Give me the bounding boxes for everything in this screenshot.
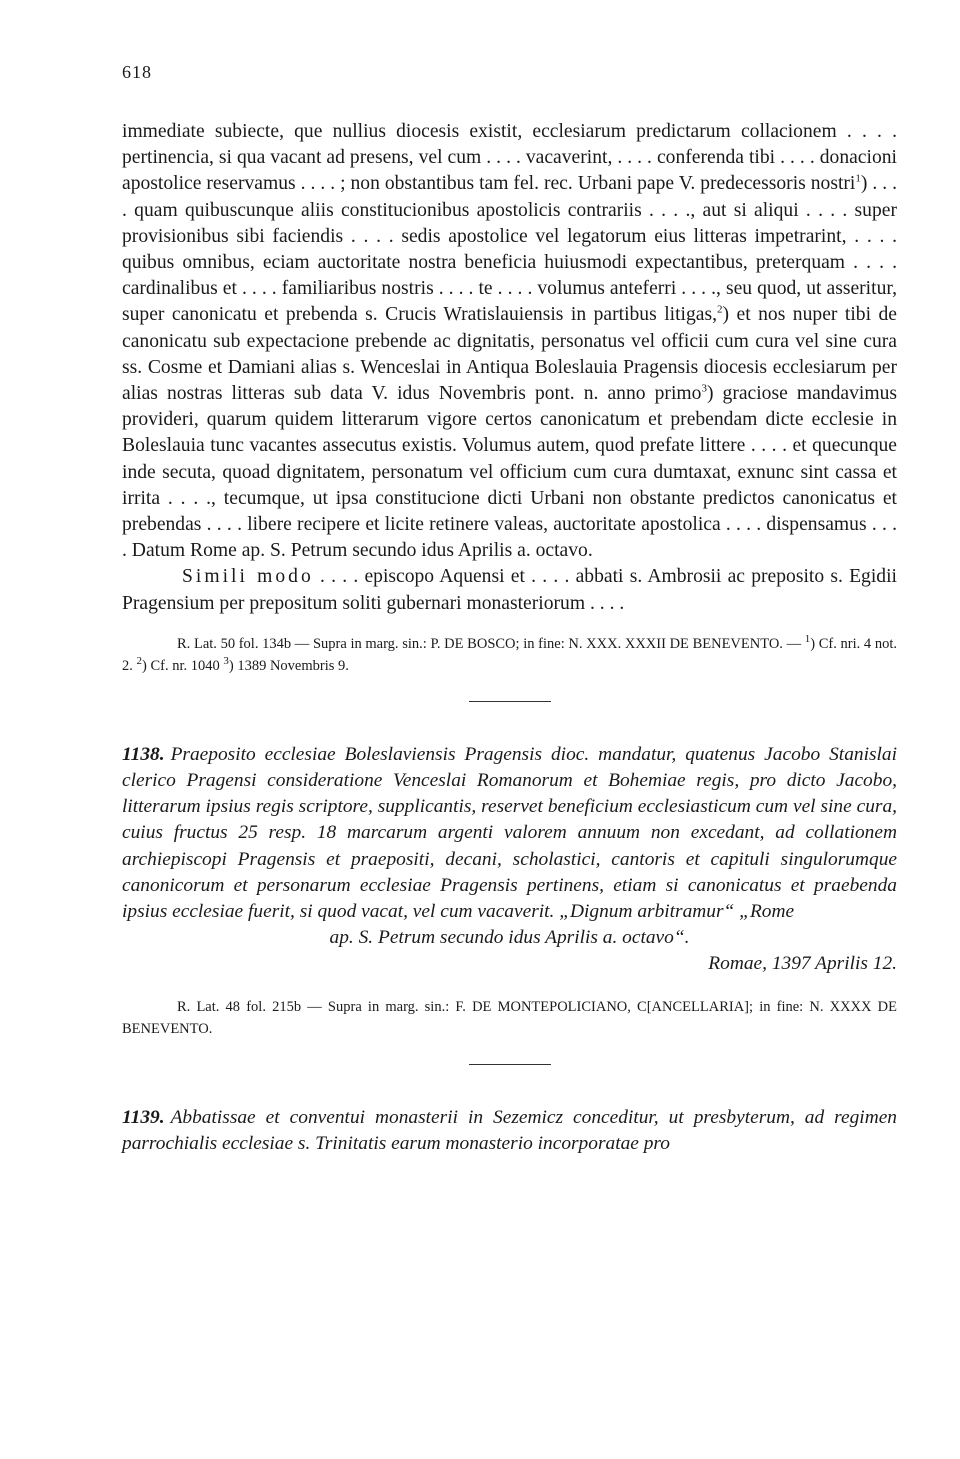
- simili-modo: Simili modo: [182, 566, 314, 588]
- simili-paragraph: Simili modo . . . . episcopo Aquensi et . . . . abbati s. Ambrosii ac preposito s. Egidii Pragensium per prepositum soliti gubernari monasteriorum . . . .: [122, 566, 897, 614]
- entry-1138-note: R. Lat. 48 fol. 215b — Supra in marg. sin.: F. DE MONTEPOLICIANO, C[ANCELLARIA]; in fine: N. XXXX DE BENEVENTO.: [122, 998, 897, 1037]
- entry-1138-date: Romae, 1397 Aprilis 12.: [708, 953, 897, 975]
- entry-number: 1138.: [122, 743, 165, 765]
- footnote-ref: 2: [717, 303, 723, 316]
- entry-1138: [122, 742, 897, 978]
- page-number: 618: [122, 62, 152, 82]
- footnote-block: [122, 633, 897, 677]
- main-body-text: [122, 119, 897, 617]
- section-divider: [469, 1064, 551, 1065]
- entry-1138-text: 1138. Praeposito ecclesiae Boleslaviensis Pragensis dioc. mandatur, quatenus Jacobo Stanislai clerico Pragensi consideratione Venceslai Romanorum et Bohemiae regis, pro dicto Jacobo, litterarum ipsius regis scriptore, supplicantis, reservet beneficium ecclesiasticum cum vel sine cura, cuius fructus 25 resp. 18 marcarum argenti valorem annuum non excedant, ad collationem archiepiscopi Pragensis et praepositi, decani, scholastici, cantoris et capituli singulorumque canonicorum et personarum ecclesiae Pragensis pertinens, etiam si canonicatus et praebenda ipsius ecclesiae fuerit, si quod vacat, vel cum vacaverit. „Dignum arbitramur“ „Rome: [122, 743, 897, 923]
- footnote-ref: 1: [855, 172, 861, 185]
- main-paragraph: immediate subiecte, que nullius diocesis existit, ecclesiarum predictarum collacionem . . . . pertinencia, si qua vacant ad presens, vel cum . . . . vacaverint, . . . . conferenda tibi . . . . donacioni apostolice reservamus . . . . ; non obstantibus tam fel. rec. Urbani pape V. predecessoris nostri$^1$) . . . . quam quibuscunque aliis constitucionibus apostolicis contrariis . . . ., aut si aliqui . . . . super provisionibus sibi faciendis . . . . sedis apostolice vel legatorum eius litteras impetrarint, . . . . quibus omnibus, eciam auctoritate nostra beneficia huiusmodi expectantibus, preterquam . . . . cardinalibus et . . . . familiaribus nostris . . . . te . . . . volumus anteferri . . . ., seu quod, ut asseritur, super canonicatu et prebenda s. Crucis Wratislauiensis in partibus litigas,$^2$) et nos nuper tibi de canonicatu sub expectacione prebende ac dignitatis, personatus vel officii cum cura vel sine cura ss. Cosme et Damiani alias s. Wenceslai in Antiqua Boleslauia Pragensis diocesis ecclesiarum per alias nostras litteras sub data V. idus Novembris pont. n. anno primo$^3$) graciose mandavimus provideri, quarum quidem litterarum vigore certos canonicatum et prebendam dicte ecclesie in Boleslauia tunc vacantes assecutus existis. Volumus autem, quod prefate littere . . . . et quecunque inde secuta, quoad dignitatem, personatum vel officium cum cura dumtaxat, exnunc sint cassa et irrita . . . ., tecumque, ut ipsa constitucione dicti Urbani non obstante predictos canonicatus et prebendas . . . . libere recipere et licite retinere valeas, auctoritate apostolica . . . . dispensamus . . . . Datum Rome ap. S. Petrum secundo idus Aprilis a. octavo.: [122, 121, 898, 562]
- footnote-line: R. Lat. 50 fol. 134b — Supra in marg. sin.: P. DE BOSCO; in fine: N. XXX. XXXII DE BENEVENTO. — $^1$) Cf. nri. 4 not. 2. $^2$) Cf. nr. 1040 $^3$) 1389 Novembris 9.: [122, 633, 897, 674]
- entry-1139-text: 1139. Abbatissae et conventui monasterii in Sezemicz conceditur, ut presbyterum, ad regimen parrochialis ecclesiae s. Trinitatis earum monasterio incorporatae pro: [122, 1106, 897, 1154]
- entry-number: 1139.: [122, 1106, 165, 1128]
- document-page: [122, 62, 897, 1157]
- entry-1138-last-line: ap. S. Petrum secundo idus Aprilis a. octavo“.: [329, 927, 690, 949]
- entry-1139: [122, 1105, 897, 1157]
- section-divider: [469, 701, 551, 702]
- footnote-ref: 3: [701, 382, 707, 395]
